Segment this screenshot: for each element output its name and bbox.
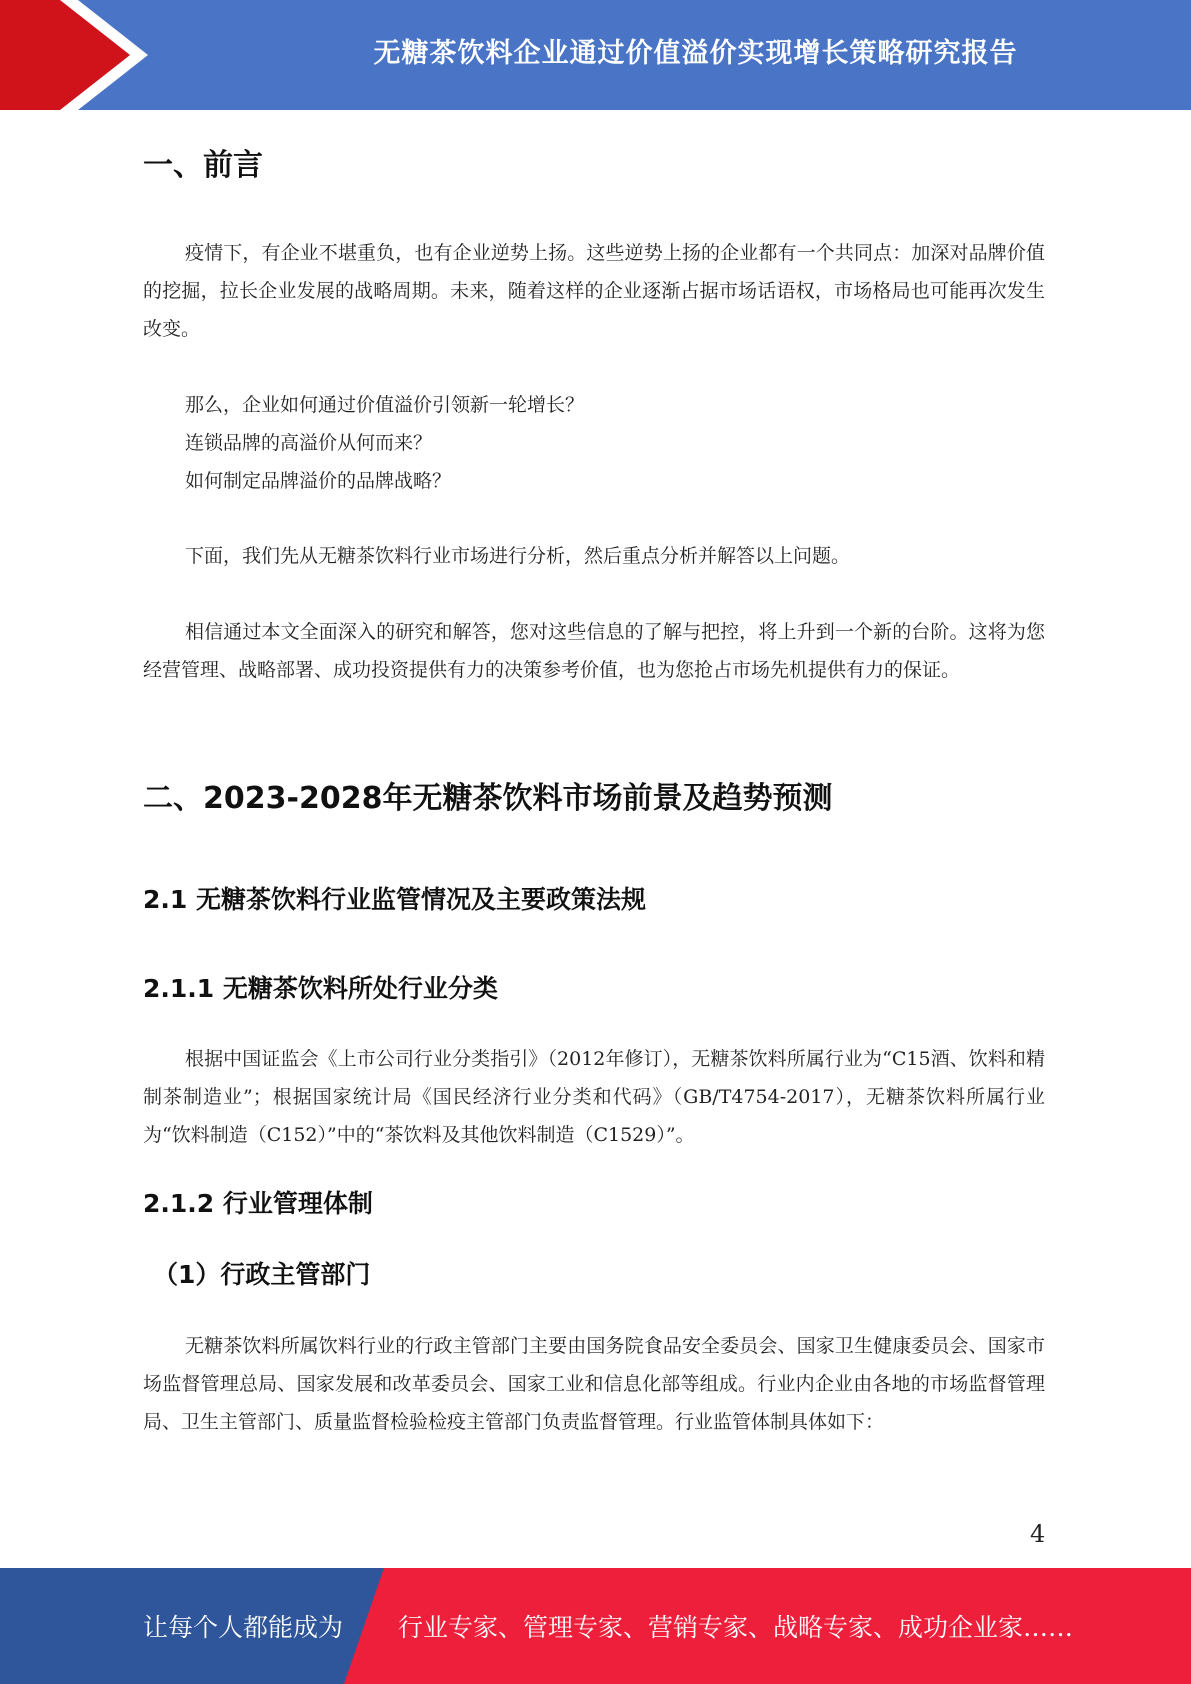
- section-heading-forecast: 二、2023-2028年无糖茶饮料市场前景及趋势预测: [143, 781, 833, 816]
- subsection-heading-2-1-2: 2.1.2 行业管理体制: [143, 1189, 373, 1218]
- paragraph-classification: 根据中国证监会《上市公司行业分类指引》（2012年修订），无糖茶饮料所属行业为“C15酒、饮料和精制茶制造业”；根据国家统计局《国民经济行业分类和代码》（GB/T4754-2017），无糖茶饮料所属行业为“饮料制造（C152）”中的“茶饮料及其他饮料制造（C1529）”。: [143, 1048, 1045, 1146]
- paragraph-admin: 无糖茶饮料所属饮料行业的行政主管部门主要由国务院食品安全委员会、国家卫生健康委员会、国家市场监督管理总局、国家发展和改革委员会、国家工业和信息化部等组成。行业内企业由各地的市场监督管理局、卫生主管部门、质量监督检验检疫主管部门负责监督管理。行业监管体制具体如下：: [143, 1335, 1045, 1433]
- paragraph-intro: 疫情下，有企业不堪重负，也有企业逆势上扬。这些逆势上扬的企业都有一个共同点：加深对品牌价值的挖掘，拉长企业发展的战略周期。未来，随着这样的企业逐渐占据市场话语权，市场格局也可能再次发生改变。: [143, 242, 1045, 340]
- paragraph-value: 相信通过本文全面深入的研究和解答，您对这些信息的了解与把控，将上升到一个新的台阶。这将为您经营管理、战略部署、成功投资提供有力的决策参考价值，也为您抢占市场先机提供有力的保证。: [143, 621, 1045, 681]
- subsection-heading-2-1: 2.1 无糖茶饮料行业监管情况及主要政策法规: [143, 885, 646, 914]
- page-number: 4: [1030, 1520, 1046, 1548]
- footer-slogan-right: 行业专家、管理专家、营销专家、战略专家、成功企业家……: [398, 1613, 1074, 1642]
- header-red-chevron: [0, 0, 160, 110]
- subsection-heading-admin: （1）行政主管部门: [153, 1260, 371, 1289]
- subsection-heading-2-1-1: 2.1.1 无糖茶饮料所处行业分类: [143, 974, 498, 1003]
- report-title: 无糖茶饮料企业通过价值溢价实现增长策略研究报告: [373, 37, 1018, 69]
- page-footer: [0, 1568, 1191, 1684]
- question-2: 连锁品牌的高溢价从何而来？: [185, 432, 433, 454]
- paragraph-approach: 下面，我们先从无糖茶饮料行业市场进行分析，然后重点分析并解答以上问题。: [185, 545, 851, 567]
- question-1: 那么，企业如何通过价值溢价引领新一轮增长？: [185, 394, 585, 416]
- footer-slogan-left: 让每个人都能成为: [143, 1613, 344, 1642]
- section-heading-preface: 一、前言: [143, 148, 263, 183]
- question-3: 如何制定品牌溢价的品牌战略？: [185, 470, 452, 492]
- page-header: [0, 0, 1191, 110]
